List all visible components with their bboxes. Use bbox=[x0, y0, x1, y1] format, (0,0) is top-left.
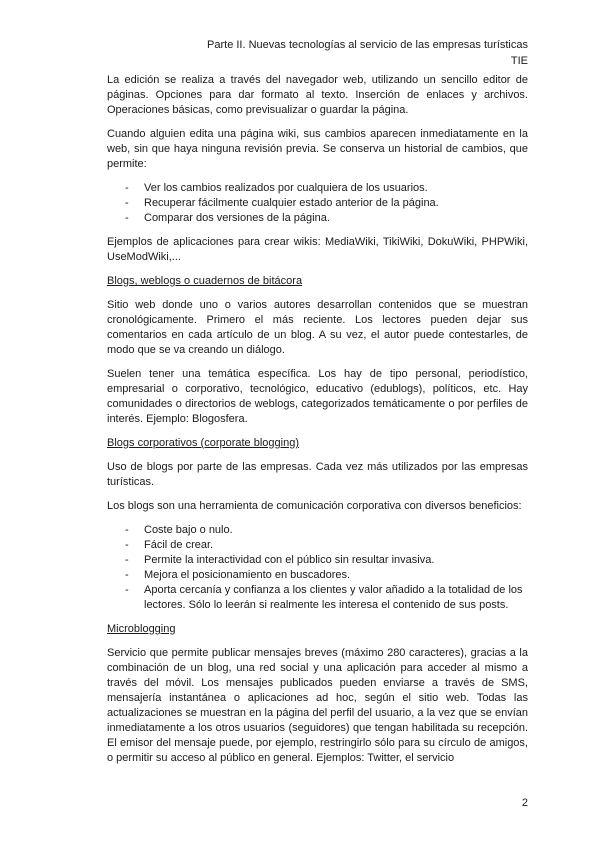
benefits-list bbox=[107, 523, 528, 613]
list-item: - Permite la interactividad con el público sin resultar invasiva. bbox=[107, 553, 528, 568]
paragraph-blogs-definition: Sitio web donde uno o varios autores desarrollan contenidos que se muestran cronológicamente. Primero el más reciente. Los lectores pueden dejar sus comentarios en cada artículo de un blog. A su vez, el autor puede contestarles, de modo que se va creando un diálogo. bbox=[107, 299, 528, 356]
heading-microblogging: Microblogging bbox=[107, 623, 176, 635]
page-body bbox=[107, 73, 528, 775]
paragraph-wiki-edit: La edición se realiza a través del navegador web, utilizando un sencillo editor de páginas. Opciones para dar formato al texto. Inserción de enlaces y archivos. Operaciones básicas, como previsualizar o guardar la página. bbox=[107, 74, 528, 116]
page-number: 2 bbox=[521, 797, 528, 809]
list-item: - Coste bajo o nulo. bbox=[107, 523, 528, 538]
list-item: - Ver los cambios realizados por cualquiera de los usuarios. bbox=[107, 181, 528, 196]
header-subject: TIE bbox=[510, 55, 528, 67]
paragraph-corporate-use: Uso de blogs por parte de las empresas. Cada vez más utilizados por las empresas turísticas. bbox=[107, 461, 528, 488]
list-item: - Fácil de crear. bbox=[107, 538, 528, 553]
wiki-history-list bbox=[107, 181, 528, 226]
paragraph-wiki-examples: Ejemplos de aplicaciones para crear wikis: MediaWiki, TikiWiki, DokuWiki, PHPWiki, UseModWiki,... bbox=[107, 236, 528, 263]
list-item: - Comparar dos versiones de la página. bbox=[107, 211, 528, 226]
paragraph-corporate-benefits: Los blogs son una herramienta de comunicación corporativa con diversos beneficios: bbox=[107, 500, 522, 512]
heading-corporate-blogs: Blogs corporativos (corporate blogging) bbox=[107, 437, 299, 449]
paragraph-microblogging: Servicio que permite publicar mensajes breves (máximo 280 caracteres), gracias a la combinación de un blog, una red social y una aplicación para acceder al mismo a través del móvil. Los mensajes publicados pueden enviarse a través de SMS, mensajería instantánea o aplicaciones ad hoc, según el sitio web. Todas las actualizaciones se muestran en la página del perfil del usuario, a la vez que se envían inmediatamente a los otros usuarios (seguidores) que tengan habilitada su recepción. El emisor del mensaje puede, por ejemplo, restringirlo sólo para su círculo de amigos, o permitir su acceso al público en general. Ejemplos: Twitter, el servicio bbox=[107, 647, 528, 764]
paragraph-wiki-changes: Cuando alguien edita una página wiki, sus cambios aparecen inmediatamente en la web, sin que haya ninguna revisión previa. Se conserva un historial de cambios, que permite: bbox=[107, 128, 528, 170]
heading-blogs: Blogs, weblogs o cuadernos de bitácora bbox=[107, 275, 303, 287]
list-item: - Mejora el posicionamiento en buscadores. bbox=[107, 568, 528, 583]
page-header bbox=[207, 37, 528, 69]
header-title: Parte II. Nuevas tecnologías al servicio de las empresas turísticas bbox=[207, 39, 528, 51]
paragraph-blogs-themes: Suelen tener una temática específica. Los hay de tipo personal, periodístico, empresarial o corporativo, tecnológico, educativo (edublogs), políticos, etc. Hay comunidades o directorios de weblogs, categorizados temáticamente o por perfiles de interés. Ejemplo: Blogosfera. bbox=[107, 368, 528, 425]
list-item: - Recuperar fácilmente cualquier estado anterior de la página. bbox=[107, 196, 528, 211]
list-item: - Aporta cercanía y confianza a los clientes y valor añadido a la totalidad de los lectores. Sólo lo leerán si realmente les interesa el contenido de sus posts. bbox=[107, 583, 528, 613]
